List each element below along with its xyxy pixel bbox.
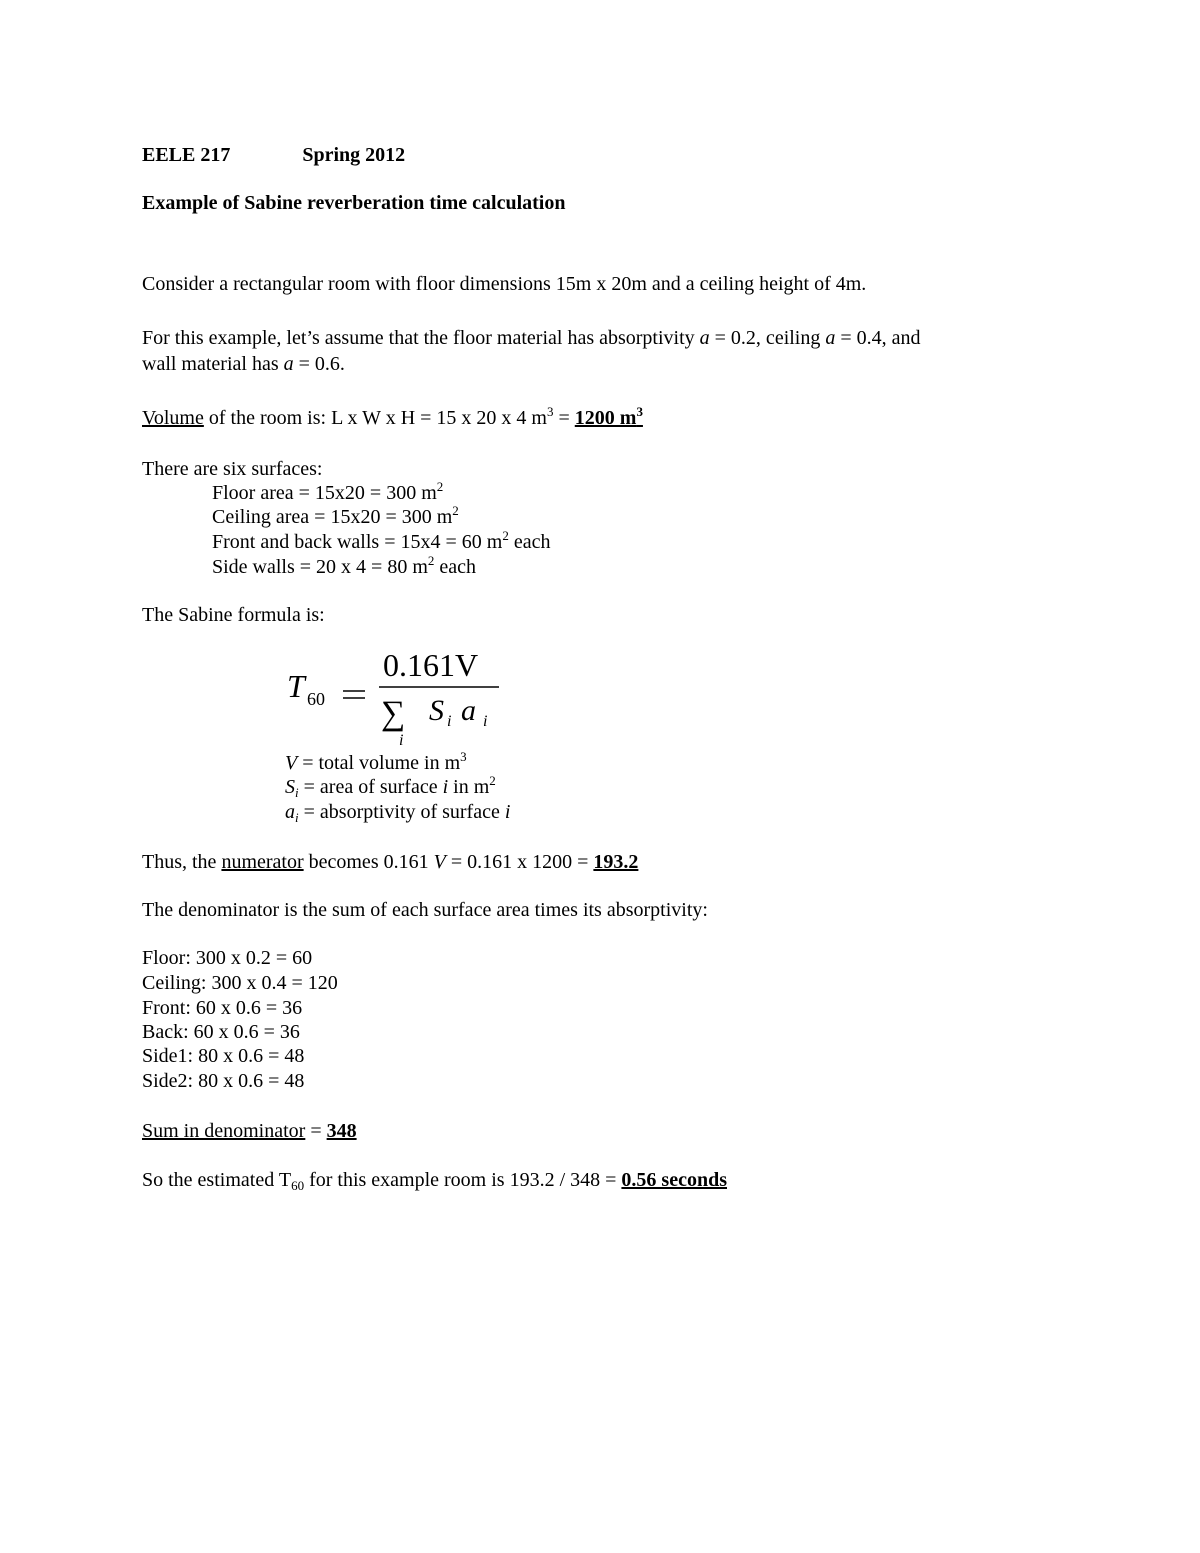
formula-lhs: T — [287, 668, 305, 704]
product-line: Ceiling: 300 x 0.4 = 120 — [142, 972, 338, 994]
surface-item: Side walls = 20 x 4 = 80 $m^2$ each — [212, 553, 477, 578]
denominator-intro: The denominator is the sum of each surface area times its absorptivity: — [142, 899, 708, 921]
assumption-line-1: For this example, let’s assume that the floor material has absorptivity a = 0.2, ceiling a = 0.4, and — [142, 327, 921, 349]
course-header — [142, 143, 405, 167]
sum-result: 348 — [326, 1120, 357, 1142]
formula-lhs-sub: 60 — [307, 689, 325, 709]
sum-symbol: ∑ — [381, 695, 406, 732]
volume-line: Volume of the room is: L x W x H = 15 x 20 x 4 $m^3 = 1200$ $m^3$ — [142, 404, 643, 429]
formula-numerator: 0.161V — [383, 650, 479, 683]
sabine-formula-svg — [285, 650, 525, 750]
product-line: Back: 60 x 0.6 = 36 — [142, 1021, 300, 1043]
sum-index: i — [399, 732, 404, 749]
denominator-a: a — [461, 694, 476, 727]
document-title: Example of Sabine reverberation time calculation — [142, 192, 566, 214]
product-line: Side2: 80 x 0.6 = 48 — [142, 1070, 305, 1092]
def-absorptivity: $a_i$ = absorptivity of surface i — [285, 801, 511, 825]
product-line: Floor: 300 x 0.2 = 60 — [142, 947, 313, 969]
final-result: 0.56 seconds — [621, 1169, 727, 1191]
surfaces-intro: There are six surfaces: — [142, 458, 323, 480]
course-code: EELE 217 — [142, 144, 231, 166]
volume-label: Volume — [142, 407, 204, 429]
volume-result: 1200 $m^3$ — [574, 404, 643, 429]
denominator-S-sub: i — [447, 713, 452, 730]
intro-paragraph: Consider a rectangular room with floor dimensions 15m x 20m and a ceiling height of 4m. — [142, 273, 867, 295]
denominator-S: S — [429, 694, 444, 727]
surface-item: Front and back walls = 15x4 = 60 $m^2$ each — [212, 528, 551, 553]
formula-intro: The Sabine formula is: — [142, 604, 325, 626]
numerator-result: 193.2 — [593, 851, 639, 873]
def-volume: V = total volume in $m^3$ — [285, 749, 467, 774]
numerator-line: Thus, the numerator becomes 0.161 V = 0.161 x 1200 = 193.2 — [142, 851, 639, 873]
sabine-formula — [285, 650, 525, 750]
denominator-a-sub: i — [483, 713, 488, 730]
surface-item: Ceiling area = 15x20 = 300 $m^2$ — [212, 503, 459, 528]
product-line: Side1: 80 x 0.6 = 48 — [142, 1045, 305, 1067]
final-line: So the estimated $T_{60}$ for this example room is 193.2 / 348 = 0.56 seconds — [142, 1169, 727, 1193]
product-line: Front: 60 x 0.6 = 36 — [142, 997, 303, 1019]
term: Spring 2012 — [302, 144, 406, 166]
assumption-line-2: wall material has a = 0.6. — [142, 353, 345, 375]
def-surface-area: $S_i$ = area of surface i in $m^2$ — [285, 773, 496, 800]
surface-item: Floor area = 15x20 = 300 $m^2$ — [212, 479, 444, 504]
sum-line: Sum in denominator = 348 — [142, 1120, 357, 1142]
